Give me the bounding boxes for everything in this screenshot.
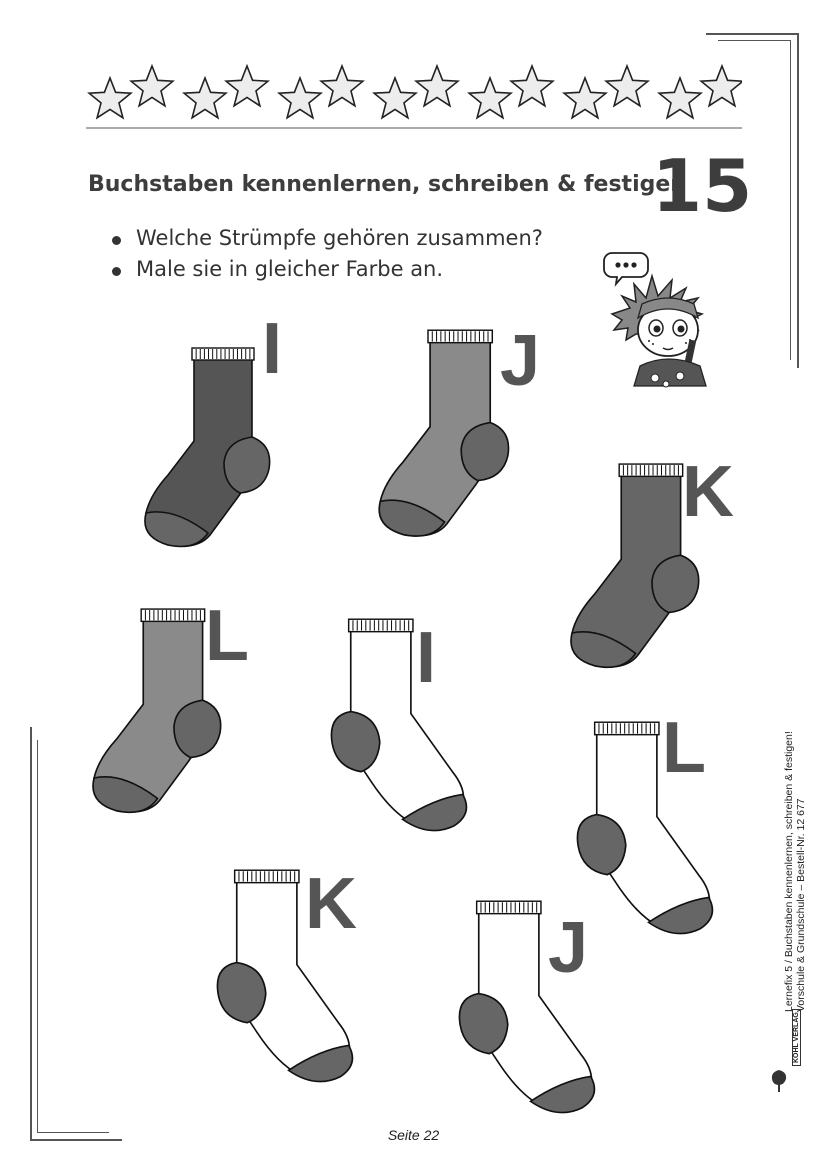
star-icon: [564, 78, 606, 118]
sidebar-line-2: Vorschule & Grundschule – Bestell-Nr. 12 677: [795, 798, 807, 1012]
sock-cuff: [477, 901, 541, 913]
sock-gray-light-J: [372, 326, 512, 546]
star-icon: [321, 66, 363, 106]
frame-bottom-left-v2: [37, 740, 38, 1133]
sock-gray-light-L: [85, 606, 225, 821]
sock-letter: K: [682, 452, 734, 532]
star-icon: [701, 66, 742, 106]
frame-bottom-left-v1: [30, 727, 32, 1140]
footer-page-label: Seite 22: [387, 1127, 440, 1143]
sock-cuff: [192, 348, 254, 360]
frame-top-right-h1: [706, 33, 798, 35]
instruction-item: Male sie in gleicher Farbe an.: [112, 257, 543, 281]
sock-letter: I: [416, 618, 437, 698]
sock-gray-dark-I: [138, 345, 273, 555]
sock-letter: L: [662, 708, 706, 788]
sock-letter: K: [305, 864, 357, 944]
star-icon: [511, 66, 553, 106]
star-icon: [606, 66, 648, 106]
star-icon: [469, 78, 511, 118]
thinking-child-icon: [600, 248, 740, 393]
instruction-item: Welche Strümpfe gehören zusammen?: [112, 226, 543, 250]
frame-top-right-v1: [797, 33, 799, 368]
publisher-logo: KOHL VERLAG: [792, 1009, 801, 1066]
sock-white-I: [330, 615, 470, 835]
sock-cuff: [595, 722, 659, 734]
tree-logo-icon: [770, 1068, 788, 1094]
star-icon: [374, 78, 416, 118]
sidebar-line-1: Lernefix 5 / Buchstaben kennenlernen, schreiben & festigen!: [783, 731, 795, 1012]
sock-cuff: [235, 870, 299, 882]
sock-cuff: [428, 330, 492, 342]
stars-decoration: [86, 62, 742, 122]
star-icon: [131, 66, 173, 106]
page-number: 15: [652, 144, 753, 228]
sock-letter: I: [262, 309, 283, 389]
star-icon: [89, 78, 131, 118]
star-icon: [184, 78, 226, 118]
sock-cuff: [619, 464, 682, 476]
star-icon: [659, 78, 701, 118]
sidebar-info: [783, 731, 807, 1012]
frame-top-right-h2: [718, 40, 791, 41]
sock-cuff: [141, 609, 204, 621]
star-icon: [226, 66, 268, 106]
sock-letter: J: [500, 321, 541, 401]
sock-letter: L: [205, 596, 249, 676]
instruction-list: [112, 226, 543, 288]
star-icon: [416, 66, 458, 106]
page-title: Buchstaben kennenlernen, schreiben & festigen: [88, 172, 686, 197]
star-icon: [279, 78, 321, 118]
sock-letter: J: [548, 908, 589, 988]
header-rule: [86, 127, 742, 129]
frame-top-right-v2: [790, 40, 791, 360]
sock-cuff: [349, 619, 413, 631]
